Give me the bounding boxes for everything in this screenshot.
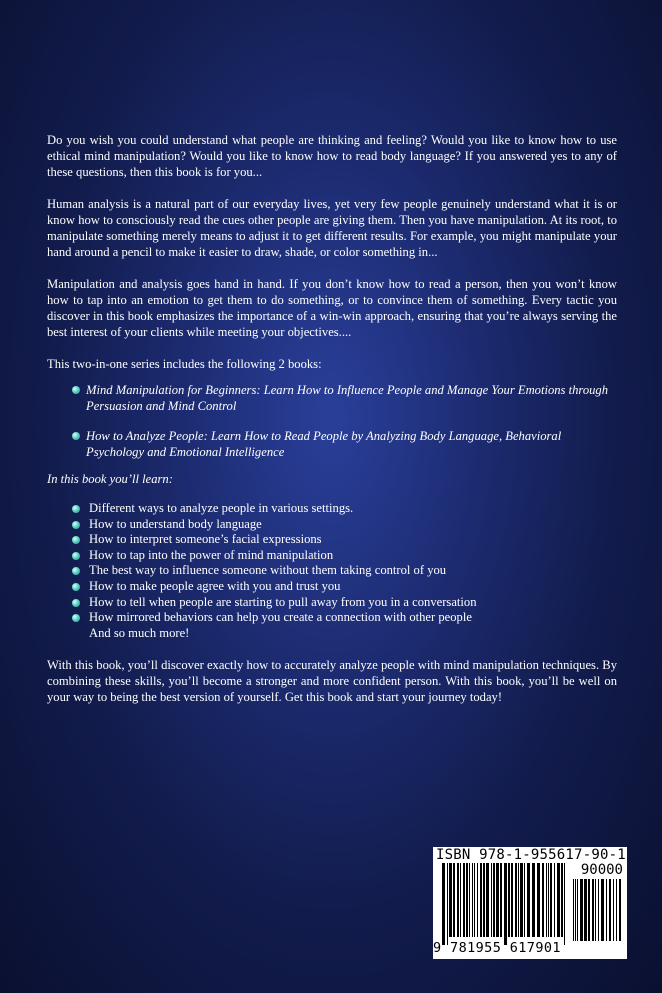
learn-item xyxy=(72,501,617,517)
learn-item xyxy=(72,517,617,533)
bullet-icon xyxy=(72,599,80,607)
learn-item xyxy=(72,532,617,548)
bullet-icon xyxy=(72,536,80,544)
learn-heading: In this book you’ll learn: xyxy=(47,472,173,486)
closing-paragraph: With this book, you’ll discover exactly how to accurately analyze people with mind manipulation techniques. By combining these skills, you’ll become a stronger and more confident person. With this book, you’ll be well on your way to being the best version of yourself. Get this book and start your journey today! xyxy=(47,658,617,705)
isbn-barcode xyxy=(433,847,627,959)
intro-paragraph: Do you wish you could understand what people are thinking and feeling? Would you like to know how to use ethical mind manipulation? Would you like to know how to read body language? If you answered yes to any of these questions, then this book is for you... xyxy=(47,133,617,179)
ean-digits: 9 781955 617901 xyxy=(433,940,561,956)
cover-text xyxy=(47,132,617,705)
price-code: 90000 xyxy=(580,862,623,878)
isbn-number: ISBN 978-1-955617-90-1 xyxy=(436,847,626,863)
learn-item xyxy=(72,563,617,579)
book-item xyxy=(72,382,617,414)
addon-barcode-bars xyxy=(572,879,622,949)
learn-item xyxy=(72,595,617,611)
learn-more-text: And so much more! xyxy=(89,625,190,640)
learn-item xyxy=(72,579,617,595)
learn-item-text: How to tap into the power of mind manipulation xyxy=(89,547,334,562)
learn-item-text: How to tell when people are starting to pull away from you in a conversation xyxy=(89,594,477,609)
learn-item-text: How to understand body language xyxy=(89,516,262,531)
learn-item-text: How to interpret someone’s facial expressions xyxy=(89,532,322,547)
bullet-icon xyxy=(72,614,80,622)
book-list xyxy=(47,382,617,460)
learn-item-more xyxy=(72,626,617,642)
book-title: How to Analyze People: Learn How to Read People by Analyzing Body Language, Behavioral Psychology and Emotional Intelligence xyxy=(86,429,562,459)
book-item xyxy=(72,428,617,460)
learn-item-text: How to make people agree with you and trust you xyxy=(89,578,341,593)
learn-list xyxy=(47,501,617,641)
bullet-icon xyxy=(72,552,80,560)
bullet-icon xyxy=(72,505,80,513)
bullet-icon xyxy=(72,567,80,575)
manipulation-paragraph: Manipulation and analysis goes hand in hand. If you don’t know how to read a person, then you won’t know how to tap into an emotion to get them to do something, or to convince them of something. Every tactic you discover in this book emphasizes the importance of a win-win approach, ensuring that you’re always serving the best interest of your clients while meeting your objectives.... xyxy=(47,277,617,339)
learn-item xyxy=(72,548,617,564)
book-title: Mind Manipulation for Beginners: Learn How to Influence People and Manage Your Emotions through Persuasion and Mind Control xyxy=(86,383,609,413)
barcode-bars xyxy=(441,863,569,945)
learn-item-text: How mirrored behaviors can help you create a connection with other people xyxy=(89,610,472,625)
bullet-icon xyxy=(72,583,80,591)
learn-item-text: The best way to influence someone without them taking control of you xyxy=(89,563,447,578)
analysis-paragraph: Human analysis is a natural part of our everyday lives, yet very few people genuinely understand what it is or know how to consciously read the cues other people are giving them. Then you have manipulation. At its root, to manipulate something merely means to adjust it to get different results. For example, you might manipulate your hand around a pencil to make it easier to draw, shade, or color something in... xyxy=(47,197,617,259)
learn-item-text: Different ways to analyze people in various settings. xyxy=(89,501,354,515)
bullet-icon xyxy=(72,432,80,440)
series-intro: This two-in-one series includes the following 2 books: xyxy=(47,357,322,371)
learn-item xyxy=(72,610,617,626)
bullet-icon xyxy=(72,386,80,394)
bullet-icon xyxy=(72,521,80,529)
